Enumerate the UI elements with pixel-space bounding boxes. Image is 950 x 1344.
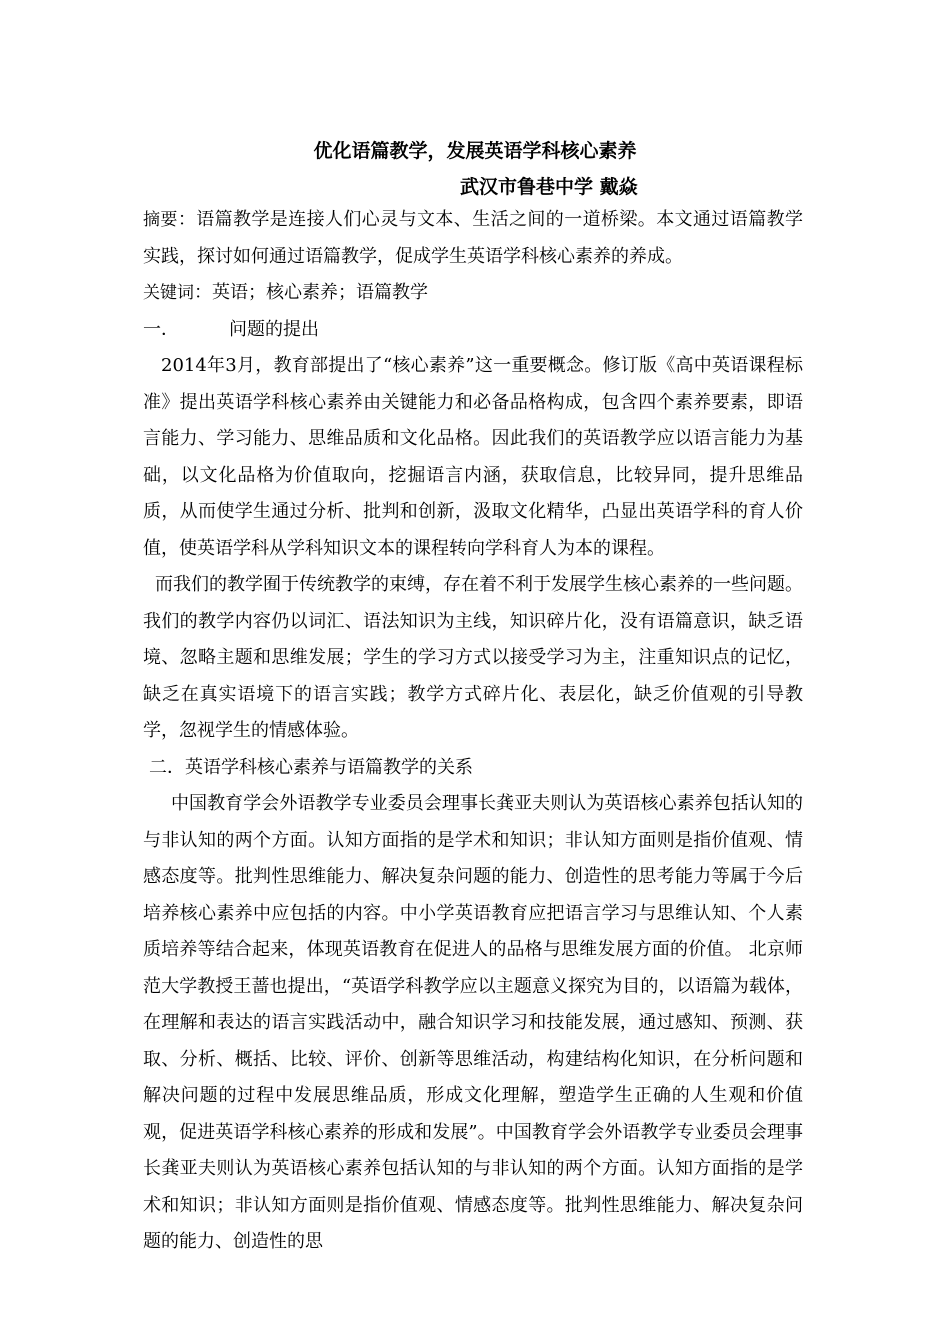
- paragraph-3: 中国教育学会外语教学专业委员会理事长龚亚夫则认为英语核心素养包括认知的与非认知的两个方面。认知方面指的是学术和知识；非认知方面则是指价值观、情感态度等。批判性思维能力、解决复杂问题的能力、创造性的思考能力等属于今后培养核心素养中应包括的内容。中小学英语教育应把语言学习与思维认知、个人素质培养等结合起来，体现英语教育在促进人的品格与思维发展方面的价值。 北京师范大学教授王蔷也提出，“英语学科教学应以主题意义探究为目的，以语篇为载体，在理解和表达的语言实践活动中，融合知识学习和技能发展，通过感知、预测、获取、分析、概括、比较、评价、创新等思维活动，构建结构化知识，在分析问题和解决问题的过程中发展思维品质，形成文化理解，塑造学生正确的人生观和价值观，促进英语学科核心素养的形成和发展”。中国教育学会外语教学专业委员会理事长龚亚夫则认为英语核心素养包括认知的与非认知的两个方面。认知方面指的是学术和知识；非认知方面则是指价值观、情感态度等。批判性思维能力、解决复杂问题的能力、创造性的思: [143, 793, 803, 1252]
- paragraph-1: 2014年3月，教育部提出了“核心素养”这一重要概念。修订版《高中英语课程标准》提出英语学科核心素养由关键能力和必备品格构成，包含四个素养要素，即语言能力、学习能力、思维品质和文化品格。因此我们的英语教学应以语言能力为基础，以文化品格为价值取向，挖掘语言内涵，获取信息，比较异同，提升思维品质，从而使学生通过分析、批判和创新，汲取文化精华，凸显出英语学科的育人价值，使英语学科从学科知识文本的课程转向学科育人为本的课程。: [143, 355, 803, 559]
- doc-title: 优化语篇教学，发展英语学科核心素养: [313, 140, 637, 162]
- section2-heading: 二．英语学科核心素养与语篇教学的关系: [149, 756, 473, 778]
- keywords: [143, 275, 803, 312]
- keywords-text: ：英语；核心素养；语篇教学: [194, 282, 428, 303]
- abstract-text: ：语篇教学是连接人们心灵与文本、生活之间的一道桥梁。本文通过语篇教学实践，探讨如何通过语篇教学，促成学生英语学科核心素养的养成。: [143, 209, 804, 267]
- keywords-label: 关键词: [143, 283, 194, 303]
- abstract: [143, 202, 803, 275]
- section1-number: 一．: [143, 318, 179, 340]
- abstract-label: 摘要: [143, 210, 178, 230]
- section1-heading: [143, 312, 803, 349]
- doc-body: [143, 202, 803, 1261]
- doc-author: 武汉市鲁巷中学 戴焱: [460, 176, 638, 198]
- section1-title: 问题的提出: [229, 318, 319, 340]
- paragraph-2: 而我们的教学囿于传统教学的束缚，存在着不利于发展学生核心素养的一些问题。我们的教学内容仍以词汇、语法知识为主线，知识碎片化，没有语篇意识，缺乏语境、忽略主题和思维发展；学生的学习方式以接受学习为主，注重知识点的记忆，缺乏在真实语境下的语言实践；教学方式碎片化、表层化，缺乏价值观的引导教学，忽视学生的情感体验。: [143, 574, 803, 741]
